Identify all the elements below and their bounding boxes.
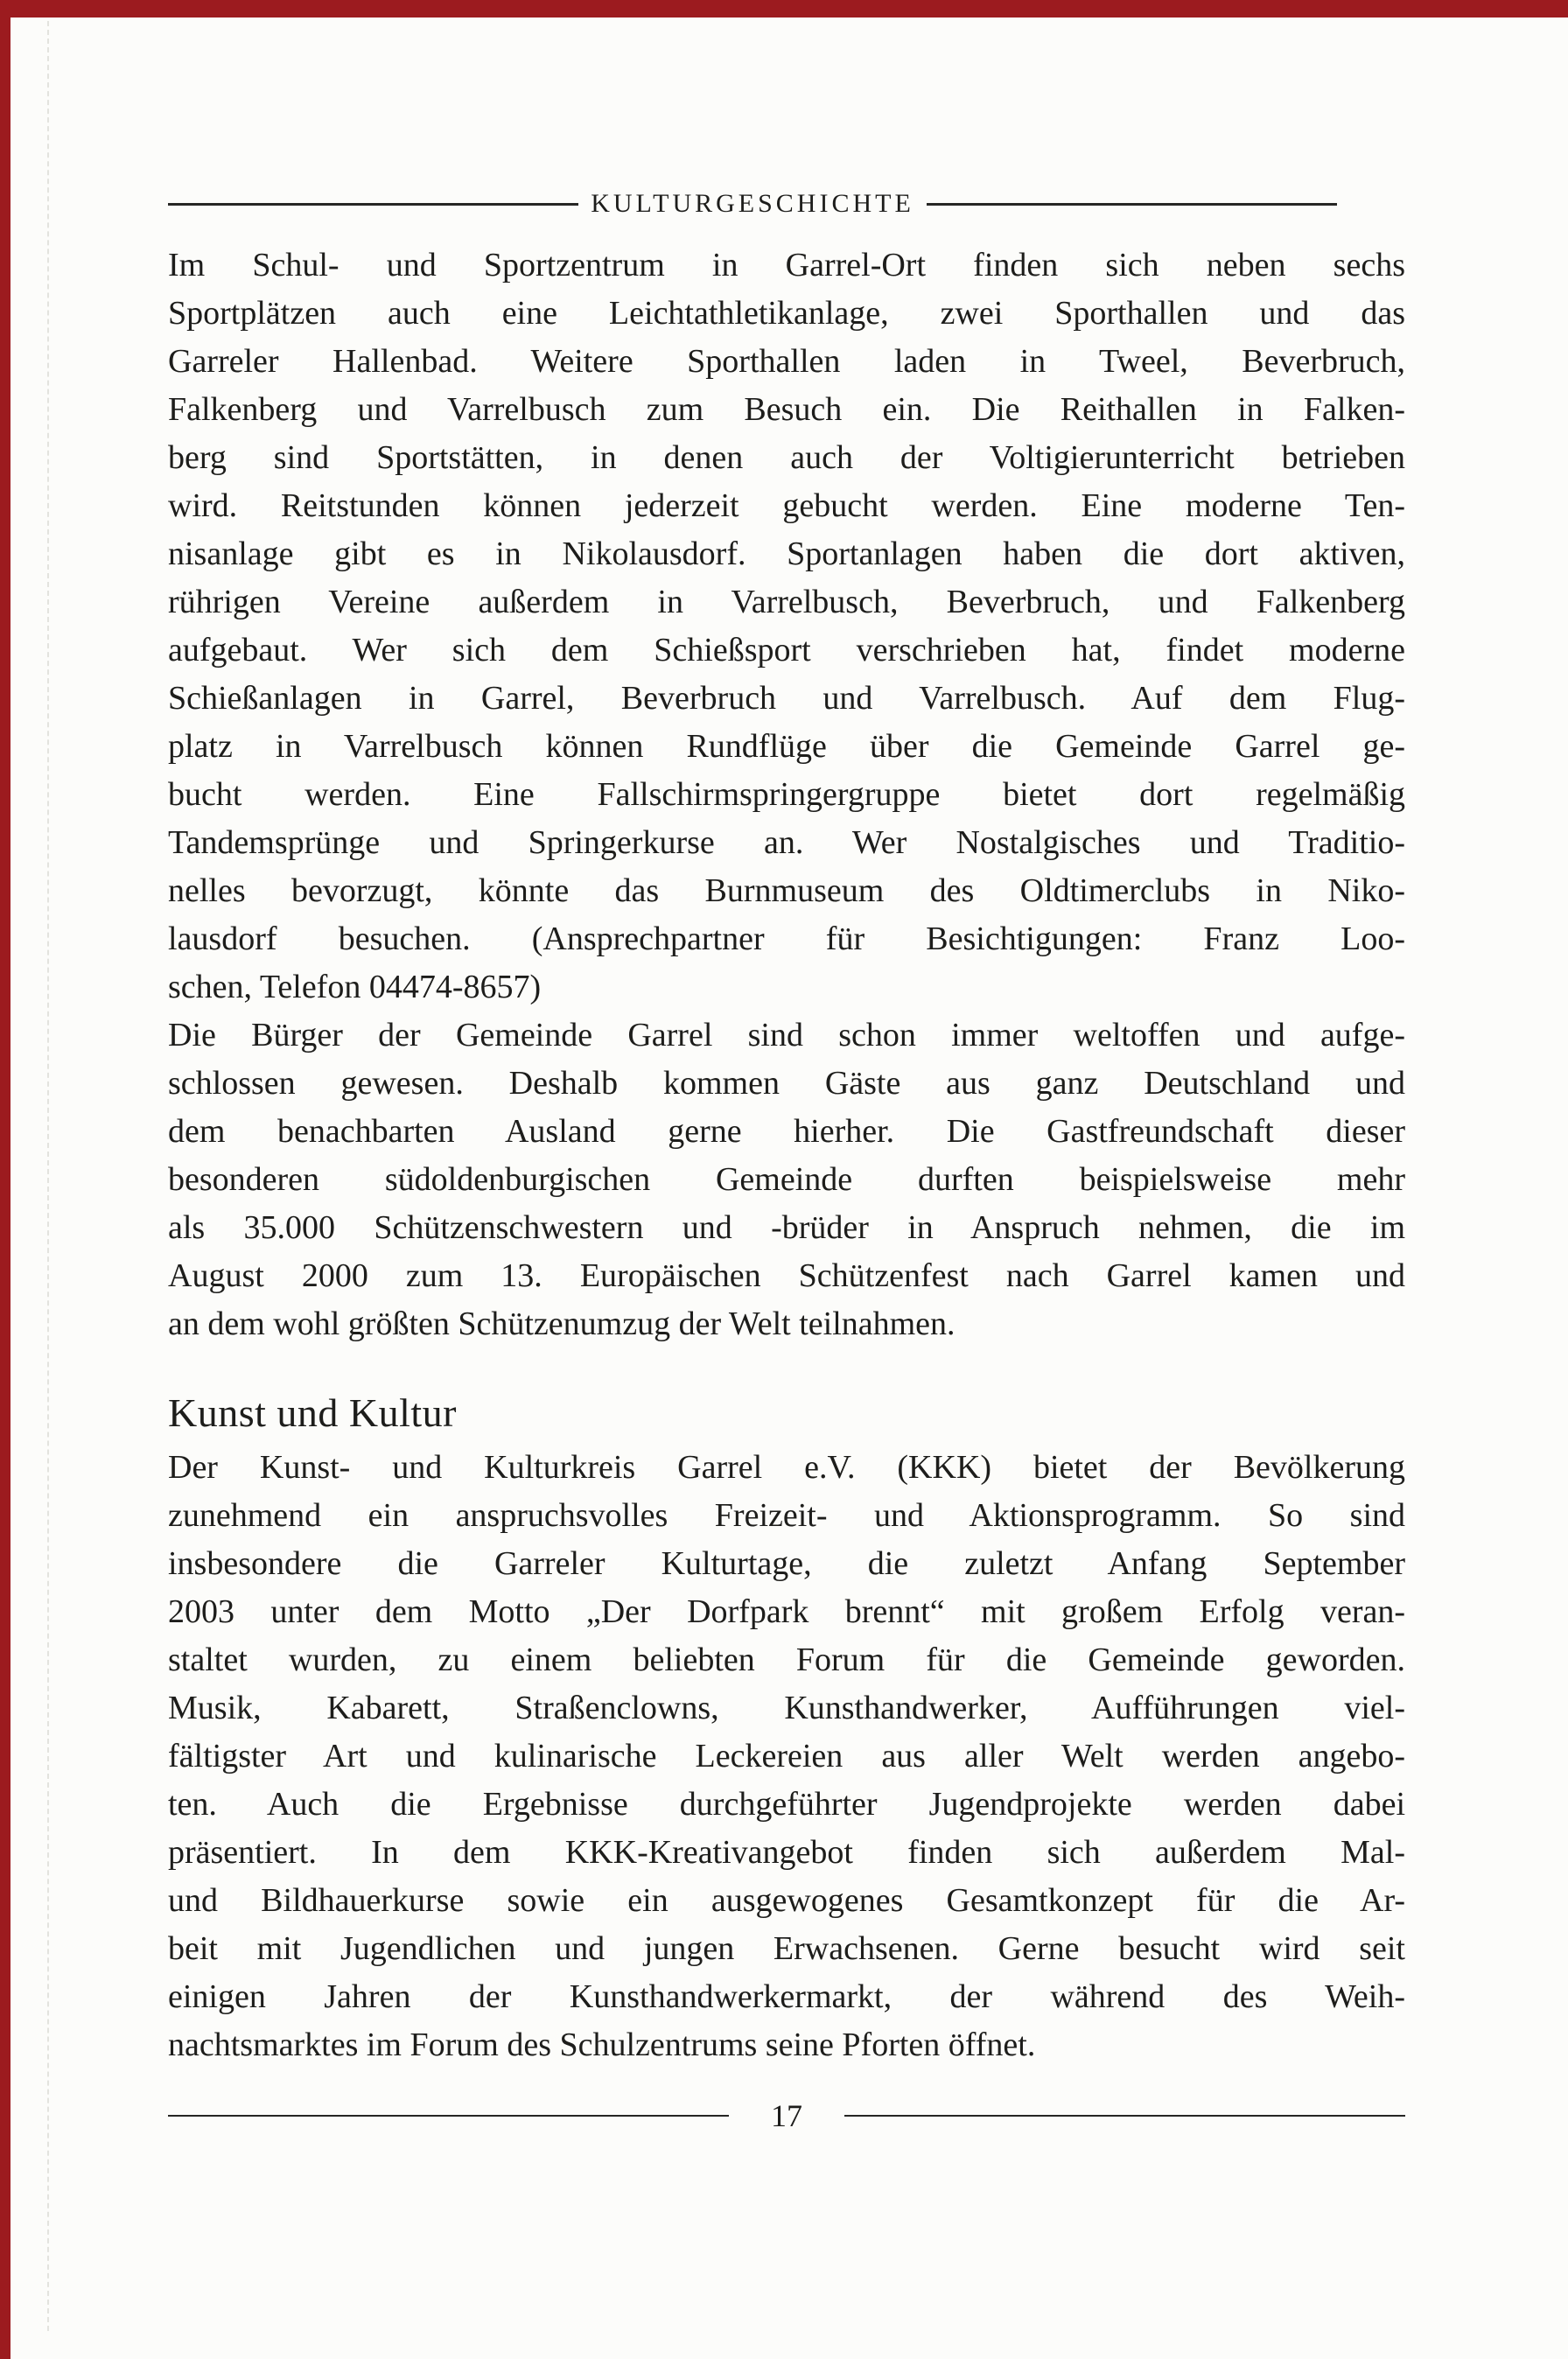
text-line: präsentiert. In dem KKK-Kreativangebot finden sich außerdem Mal- <box>168 1834 1405 1871</box>
text-line: 2003 unter dem Motto „Der Dorfpark brennt“ mit großem Erfolg veran- <box>168 1593 1405 1630</box>
text-line: insbesondere die Garreler Kulturtage, die zuletzt Anfang September <box>168 1545 1405 1582</box>
text-line: Im Schul- und Sportzentrum in Garrel-Ort finden sich neben sechs <box>168 247 1405 284</box>
text-line: nisanlage gibt es in Nikolausdorf. Sportanlagen haben die dort aktiven, <box>168 536 1405 572</box>
text-line: Tandemsprünge und Springerkurse an. Wer Nostalgisches und Traditio- <box>168 824 1405 861</box>
paragraph-kunst-kultur <box>168 1444 1405 2069</box>
text-line: aufgebaut. Wer sich dem Schießsport verschrieben hat, findet moderne <box>168 632 1405 668</box>
text-line: Sportplätzen auch eine Leichtathletikanlage, zwei Sporthallen und das <box>168 295 1405 332</box>
chapter-title: KULTURGESCHICHTE <box>591 189 914 218</box>
chapter-header <box>168 189 1337 219</box>
text-line: als 35.000 Schützenschwestern und -brüder in Anspruch nehmen, die im <box>168 1209 1405 1246</box>
text-line: Garreler Hallenbad. Weitere Sporthallen laden in Tweel, Beverbruch, <box>168 343 1405 380</box>
text-line: beit mit Jugendlichen und jungen Erwachsenen. Gerne besucht wird seit <box>168 1930 1405 1967</box>
text-line: zunehmend ein anspruchsvolles Freizeit- und Aktionsprogramm. So sind <box>168 1497 1405 1534</box>
text-line: staltet wurden, zu einem beliebten Forum für die Gemeinde geworden. <box>168 1642 1405 1678</box>
text-line: besonderen südoldenburgischen Gemeinde durften beispielsweise mehr <box>168 1161 1405 1198</box>
text-line: August 2000 zum 13. Europäischen Schützenfest nach Garrel kamen und <box>168 1257 1405 1294</box>
text-line: Schießanlagen in Garrel, Beverbruch und Varrelbusch. Auf dem Flug- <box>168 680 1405 717</box>
text-line: Der Kunst- und Kulturkreis Garrel e.V. (KKK) bietet der Bevölkerung <box>168 1449 1405 1486</box>
text-line: Falkenberg und Varrelbusch zum Besuch ein. Die Reithallen in Falken- <box>168 391 1405 428</box>
text-line: einigen Jahren der Kunsthandwerkermarkt, der während des Weih- <box>168 1978 1405 2015</box>
header-rule-right <box>927 203 1337 206</box>
text-line: nachtsmarktes im Forum des Schulzentrums seine Pforten öffnet. <box>168 2026 1036 2063</box>
paragraph-gastfreundschaft <box>168 1012 1405 1348</box>
text-line: Musik, Kabarett, Straßenclowns, Kunsthandwerker, Aufführungen viel- <box>168 1690 1405 1726</box>
text-line: berg sind Sportstätten, in denen auch der Voltigierunterricht betrieben <box>168 439 1405 476</box>
scan-red-band-left <box>0 0 10 2359</box>
page-content <box>168 189 1405 2134</box>
text-line: fältigster Art und kulinarische Leckereien aus aller Welt werden angebo- <box>168 1738 1405 1774</box>
text-line: nelles bevorzugt, könnte das Burnmuseum des Oldtimerclubs in Niko- <box>168 872 1405 909</box>
text-line: Die Bürger der Gemeinde Garrel sind schon immer weltoffen und aufge- <box>168 1017 1405 1054</box>
footer-rule-left <box>168 2115 729 2117</box>
header-rule-left <box>168 203 578 206</box>
text-line: wird. Reitstunden können jederzeit gebucht werden. Eine moderne Ten- <box>168 487 1405 524</box>
footer-rule-right <box>844 2115 1405 2117</box>
section-heading-kunst-und-kultur: Kunst und Kultur <box>168 1390 457 1435</box>
text-line: lausdorf besuchen. (Ansprechpartner für Besichtigungen: Franz Loo- <box>168 920 1405 957</box>
scan-red-band-top <box>0 0 1568 18</box>
text-line: ten. Auch die Ergebnisse durchgeführter Jugendprojekte werden dabei <box>168 1786 1405 1823</box>
text-line: platz in Varrelbusch können Rundflüge über die Gemeinde Garrel ge- <box>168 728 1405 765</box>
text-line: an dem wohl größten Schützenumzug der Welt teilnahmen. <box>168 1306 956 1342</box>
text-line: schlossen gewesen. Deshalb kommen Gäste aus ganz Deutschland und <box>168 1065 1405 1102</box>
page-number: 17 <box>771 2098 802 2133</box>
text-line: dem benachbarten Ausland gerne hierher. Die Gastfreundschaft dieser <box>168 1113 1405 1150</box>
text-line: bucht werden. Eine Fallschirmspringergruppe bietet dort regelmäßig <box>168 776 1405 813</box>
text-line: und Bildhauerkurse sowie ein ausgewogenes Gesamtkonzept für die Ar- <box>168 1882 1405 1919</box>
page-footer <box>168 2097 1405 2134</box>
paragraph-sport <box>168 242 1405 1012</box>
body-text <box>168 242 1405 2069</box>
text-line: rührigen Vereine außerdem in Varrelbusch, Beverbruch, und Falkenberg <box>168 584 1405 620</box>
text-line: schen, Telefon 04474-8657) <box>168 969 542 1005</box>
binding-dashed-marks <box>47 21 49 2331</box>
